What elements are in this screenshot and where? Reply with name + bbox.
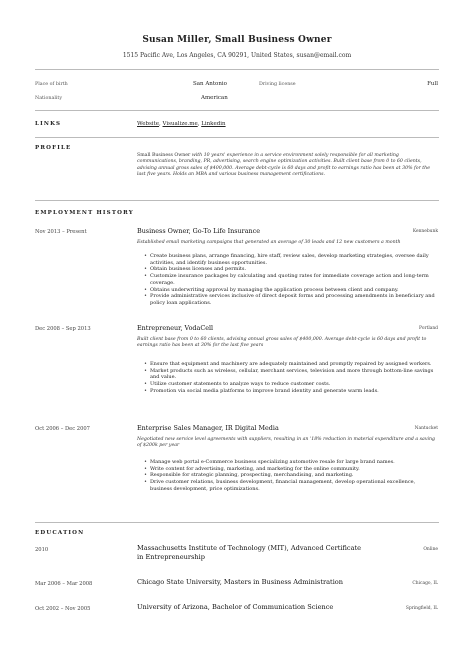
linkedin-link[interactable]: Linkedin [201,121,226,127]
education-section-title: EDUCATION [35,530,85,536]
bullet-item: • Utilize customer statements to analyze ways to reduce customer costs. [144,381,436,388]
job-description: Established email marketing campaigns that generated an average of 30 leads and 12 new customers a month [137,240,401,245]
education-date: 2010 [35,547,49,553]
job-title: Enterprise Sales Manager, IR Digital Media [137,424,279,432]
job-location: Kennebunk [412,229,438,234]
bullet-item: • Manage web portal e-Commerce business specializing automotive resale for large brand names. [144,459,436,466]
nationality-label: Nationality [35,96,63,101]
education-date: Mar 2006 – Mar 2008 [35,581,93,587]
job-date: Oct 2006 – Dec 2007 [35,426,90,432]
divider [35,522,439,523]
bullet-item: • Provide administrative services inclusive of direct deposit forms and processing amendments in beneficiary and policy loan applications. [144,293,436,306]
profile-section-title: PROFILE [35,145,72,151]
job-location: Portland [419,326,438,331]
job-bullets [144,253,436,307]
job-title: Business Owner, Go-To Life Insurance [137,227,261,235]
job-title: Entrepreneur, VodaCell [137,324,214,332]
bullet-item: • Ensure that equipment and machinery are adequately maintained and promptly repaired by assigned workers. [144,361,436,368]
website-link[interactable]: Website [137,121,160,127]
contact-line: 1515 Pacific Ave, Los Angeles, CA 90291, United States, susan@email.com [122,52,352,59]
employment-section-title: EMPLOYMENT HISTORY [35,210,134,216]
nationality-value: American [201,95,228,101]
profile-text [137,153,437,179]
resume-name: Susan Miller, Small Business Owner [142,35,332,45]
links-section-title: LINKS [35,121,62,127]
place-of-birth-value: San Antonio [193,81,227,87]
job-bullets [144,361,436,395]
divider [35,200,439,201]
bullet-item: • Promotion via social media platforms to improve brand identity and generate warm leads. [144,388,436,395]
job-date: Nov 2013 – Present [35,229,87,235]
driving-license-value: Full [427,81,438,87]
bullet-item: • Market products such as wireless, cellular, merchant services, television and more through bottom-line savings and value. [144,368,436,381]
bullet-item: • Responsible for strategic planning, prospecting, merchandising, and marketing. [144,472,436,479]
profile-lead: Small Business Owner [137,153,191,158]
job-bullets [144,459,436,493]
driving-license-label: Driving license [259,82,296,87]
divider [35,137,439,138]
bullet-item: • Obtain business licenses and permits. [144,266,436,273]
job-date: Dec 2008 – Sep 2013 [35,326,91,332]
job-location: Nantucket [414,426,438,431]
bullet-item: • Obtains underwriting approval by managing the application process between client and company. [144,287,436,294]
education-title: Massachusetts Institute of Technology (MIT), Advanced Certificate in Entrepreneurship [137,544,362,561]
bullet-item: • Drive customer relations, business development, financial management, develop operational excellence, business development, price optimizations. [144,479,436,492]
visualize-me-link[interactable]: Visualize.me [162,121,198,127]
divider [35,69,439,70]
place-of-birth-label: Place of birth [35,82,68,87]
education-date: Oct 2002 – Nov 2005 [35,606,91,612]
education-location: Chicago, IL [412,581,438,586]
bullet-item: • Customize insurance packages by calculating and quoting rates for immediate coverage action and long-term coverage. [144,273,436,286]
education-location: Online [423,547,438,552]
profile-body: with 10 years' experience in a service environment solely responsible for all marketing communications, branding, PR, advertising, search engine optimization activities. Built client base from 0 to 60 clients, advising annual gross sales of $400,000. Average debt-cycle is 60 days and profit to earnings ratio has been at 30% for the last five years. Holds an MBA and various business management certifications. [137,153,430,178]
job-description: Built client base from 0 to 60 clients, advising annual gross sales of $400,000. Average debt-cycle is 60 days and profit to earnings ratio has been at 30% for the last five years [137,337,427,349]
bullet-item: • Write content for advertising, marketing, and marketing for the online community. [144,466,436,473]
education-location: Springfield, IL [405,606,438,611]
links-list: Website, Visualize.me, Linkedin [137,121,226,127]
divider [35,110,439,111]
education-title: University of Arizona, Bachelor of Communication Science [137,603,334,611]
education-title: Chicago State University, Masters in Business Administration [137,578,344,586]
bullet-item: • Create business plans, arrange financing, hire staff, review sales, develop marketing strategies, oversee daily activities, and identify business opportunities. [144,253,436,266]
job-description: Negotiated new service level agreements with suppliers, resulting in an '18% reduction in material expenditure and a saving of $200k per year [137,437,436,449]
